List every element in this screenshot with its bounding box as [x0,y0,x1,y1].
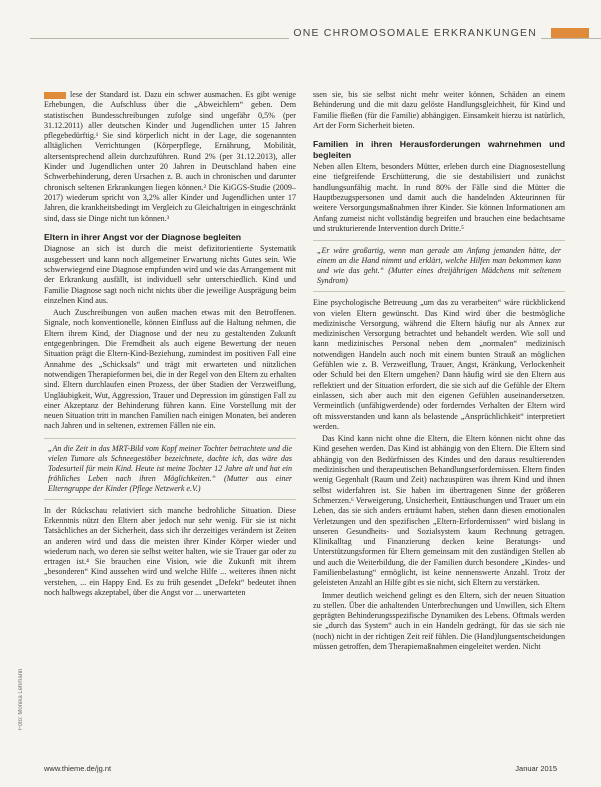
right-paragraph-4: Das Kind kann nicht ohne die Eltern, die Eltern können nicht ohne das Kind gesehen werden. Das Kind ist abhängig von den Eltern. Die Eltern sind abhängig von den Bedürfnissen des Kindes und den daraus resultierenden medizinischen und therapeutischen Behandlungserfordernissen. Eltern finden wenig Gegenhalt (Raum und Zeit) nachzuspüren was ihrem Kind und ihnen selbst widerfahren ist. Sie haben im übertragenen Sinne der größeren Schmerzen.⁶ Verweigerung, Unsicherheit, Enttäuschungen und Trauer um ein Leben, das sie sich anders erträumt haben, stehen dann diesen emotionalen Verletzungen und den spezifischen „Eltern-Erfordernissen“ wird bislang in unseren Gesundheits- und Sozialsystem kaum Rechnung getragen. Klinikalltag und Finanzierung decken keine Beratungs- und Unterstützungsformen für Eltern gemeinsam mit den zuständigen Stellen ab und auch die Weiterbildung, die der Familien durch besondere „Kindes- und Familienbelastung“ ermöglicht, ist keine nennenswerte Anzahl. Trotz der geleisteten Anzahl an Hilfe gibt es sie nicht, sich Eltern zu verstärken. [313,434,565,588]
paragraph-marker [44,92,66,99]
right-paragraph-2: Neben allen Eltern, besonders Mütter, erleben durch eine Diagnosestellung eine tiefgreifende Erschütterung, die sie destabilisiert und zunächst handlungsunfähig macht. In rund 80% der Fälle sind die Mütter die Hauptbezugspersonen und damit auch die handelnden Akteurinnen für weitere Versorgungsmaßnahmen ihrer Kinder. Sie können Informationen am Anfang zumeist nicht vollständig begreifen und brauchen eine bedachtsame und strukturierende Intervention durch Dritte.⁵ [313,162,565,233]
right-paragraph-5: Immer deutlich weichend gelingt es den Eltern, sich der neuen Situation zu stellen. Über die anhaltenden Unterbrechungen und Unwillen, sich Eltern geprägten Behinderungsspezifische Dynamiken des Lebens. Oftmals werden sie „durch das System“ auch in ein Handeln gedrängt, für das sie sich nie (noch) nicht in der richtigen Zeit reif fühlen. Die (Hand)lungsentscheidungen müssen getroffen, dem Therapiemaßnahmen eingeleitet werden. Nicht [313,590,565,652]
right-quote: „Er wäre großartig, wenn man gerade am Anfang jemanden hätte, der einem an die Hand nimmt und erklärt, welche Hilfen man bekommen kann und wie das geht.“ (Mutter eines dreijährigen Mädchens mit seltenem Syndrom) [313,240,565,292]
left-paragraph-3: Auch Zuschreibungen von außen machen etwas mit den Betroffenen. Signale, noch konventionelle, können Einfluss auf die Haltung nehmen, die Eltern ihrem Kind, der Diagnose und der neu zu gestaltenden Zukunft entgegenbringen. Die Fremdheit als auch eigene Bewertung der neuen Situation prägt die Eltern-Kind-Beziehung, zumindest im positiven Fall eine Annahme des „Schicksals“ und trägt mit erwarteten und nützlichen notwendigen Therapieformen bei, die in der Regel von den Eltern zu erhalten sind. Eltern durchlaufen einen Prozess, der über Stadien der Verzweiflung, Ungläubigkeit, Wut, Aggression, Trauer und Depression im günstigen Fall zu einer Akzeptanz der Behinderung führen kann. Eine Vorstellung mit der neuen Situation tritt in manchen Familien nach einigen Monaten, bei anderen nach Jahren und in seltenen, extremen Fällen nie ein. [44,308,296,431]
photo-credit: Foto: Monika Lehmann [18,668,24,730]
right-column [313,90,565,654]
left-heading: Eltern in ihrer Angst vor der Diagnose begleiten [44,231,242,242]
footer-issue: Januar 2015 [515,764,557,773]
right-paragraph-1: ssen sie, bis sie selbst nicht mehr weiter können, Schäden an einem Behinderung und die mit dazu gelöste Handlungsgleichheit, für Kind und Familie fließen (für die Familie) abhängigen. Einsamkeit hierzu ist natürlich, Art der Form Sicherheit bieten. [313,90,565,130]
left-paragraph-2: Diagnose an sich ist durch die meist defizitorientierte Systematik ausgebessert und kann noch allgemeiner Erwartung nichts Gutes sein. Wie schwerwiegend eine Diagnose empfunden wird und wie das Arrangement mit der Erkrankung ausfällt, ist individuell sehr unterschiedlich. Kind und Familie Diagnose sagt noch nicht nichts über die jeweilige Ausprägung beim einzelnen Kind aus. [44,244,296,305]
left-column [44,90,296,600]
section-title: ONE CHROMOSOMALE ERKRANKUNGEN [289,27,541,39]
left-quote: „An die Zeit in das MRT-Bild vom Kopf meiner Tochter betrachtete und die vielen Tumore als Schneegestöber bezeichnete, dachte ich, das wäre das Todesurteil für mein Kind. Heute ist meine Tochter 12 Jahre alt und hat ein fröhliches Leben nach ihren Möglichkeiten.“ (Mutter aus einer Elterngruppe der Kinder (Pflege Netzwerk e.V.) [44,438,296,500]
left-paragraph-4: In der Rückschau relativiert sich manche bedrohliche Situation. Diese Erkenntnis nützt den Eltern aber jedoch nur sehr wenig. Für sie ist nicht Tatsächliches an der Sicherheit, dass sich ihr derzeitiges verändern ist Zeiten an anderen wird und dass die meisten ihrer Kinder Körper wieder und wiederum nach, wo deren sie selbst weiter halten, wie sie Trauer gar oder zu ertragen ist.⁴ Sie brauchen eine Vision, wie die Zukunft mit ihrem „besonderen“ Kind aussehen wird und welche Hilfe ... weiteres ihnen nicht verstehen, ... ein Happy End. Es zu früh gesendet „Defekt“ bedeutet ihnen noch halbwegs akzeptabel, über die Angst vor ... unerwarteten [44,505,296,598]
left-paragraph-1: lese der Standard ist. Dazu ein schwer ausmachen. Es gibt wenige Erhebungen, die Aufschluss über die „Abweichlern“ geben. Dem statistischen Bundesschreibungen zufolge sind ungefähr 0,5% (per 31.12.2011) aller deutschen Kinder und Jugendlichen unter 15 Jahren pflegebedürftig.¹ Sie sind körperlich nicht in der Lage, die sogenannten alltäglichen Verrichtungen (Körperpflege, Ernährung, Mobilität, altersentsprechend allein durchzuführen. Rund 2% (per 31.12.2013), aller Kinder und Jugendlichen unter 20 Jahren in Deutschland haben eine Schwerbehinderung, deren Ursachen z. B. auch in chronischen und darunter chronisch seltenen Erkrankungen liegen können.² Die KiGGS-Studie (2009–2017) wiederum spricht von 3,2% aller Kinder und Jugendlichen unter 17 Jahren, die krankheitsbedingt im Vergleich zu Gleichaltrigen in eingeschränkt sind, dass sie Dinge nicht tun können.³ [44,90,296,223]
section-color-tab [551,28,589,38]
right-heading: Familien in ihren Herausforderungen wahrnehmen und begleiten [313,139,565,160]
footer-url[interactable]: www.thieme.de/jg.nt [44,764,112,773]
right-paragraph-3: Eine psychologische Betreuung „um das zu verarbeiten“ wäre rückblickend von vielen Eltern gewünscht. Das Kind wird über die bestmögliche medizinische Versorgung, während die Eltern häufig nur als Annex zur medizinischen Versorgung betrachtet und behandelt werden. Wie soll und kann medizinisches Personal neben dem „normalen“ medizinisch notwendigen Handeln auch noch mit einem bunten Strauß an möglichen Gefühlen wie z. B. Verzweiflung, Trauer, Angst, Kränkung, Verlockenheit oder Schuld bei den Eltern umgehen? Dann häufig wird sie den Eltern aus reflektiert und der Situation erfordert, die sie sich auf die Gefühle der Eltern einlassen, sich aber auch mit den eigenen Gefühlen auseinandersetzen. Vermeintlich (unfähigwerdende) oder forderndes Verhalten der Eltern wird oft missverstanden und kann als belastende „Ansprüchlichkeit“ interpretiert werden. [313,298,565,431]
